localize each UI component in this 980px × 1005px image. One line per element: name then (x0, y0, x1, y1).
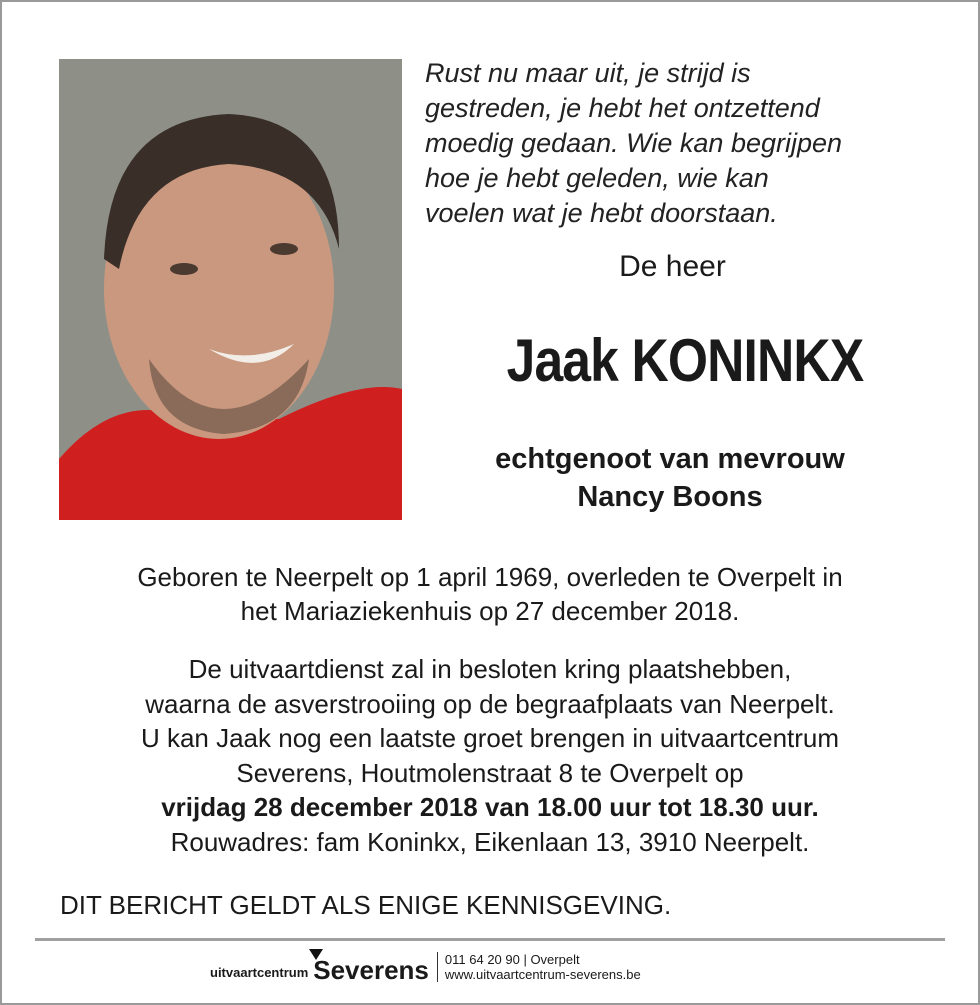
triangle-logo-icon (309, 949, 323, 960)
visitation-time: vrijdag 28 december 2018 van 18.00 uur tot 18.30 uur. (161, 792, 819, 822)
footer-brand (313, 955, 429, 986)
funeral-info (20, 652, 960, 859)
verse-line: hoe je hebt geleden, wie kan (425, 163, 769, 193)
verse (425, 56, 842, 231)
spouse-name: Nancy Boons (577, 481, 763, 513)
funeral-home-footer (210, 946, 641, 986)
text-line: waarna de asverstrooiing op de begraafplaats van Neerpelt. (145, 688, 835, 719)
mourning-address: Rouwadres: fam Koninkx, Eikenlaan 13, 3910 Neerpelt. (170, 826, 810, 857)
footer-website: www.uitvaartcentrum-severens.be (444, 967, 641, 982)
spouse-relation: echtgenoot van mevrouw (495, 443, 845, 475)
deceased-name: Jaak KONINKX (506, 327, 864, 394)
verse-line: gestreden, je hebt het ontzettend (425, 93, 820, 123)
verse-line: Rust nu maar uit, je strijd is (425, 58, 751, 88)
brand-name: Severens (313, 955, 429, 985)
verse-line: moedig gedaan. Wie kan begrijpen (425, 128, 843, 158)
text-line: U kan Jaak nog een laatste groet brengen in uitvaartcentrum (140, 723, 840, 753)
salutation: De heer (619, 250, 726, 283)
notice: DIT BERICHT GELDT ALS ENIGE KENNISGEVING. (60, 890, 672, 920)
footer-separator (437, 952, 438, 982)
footer-phone: 011 64 20 90 | Overpelt (444, 952, 580, 967)
footer-contact (445, 952, 641, 982)
text-line: Severens, Houtmolenstraat 8 te Overpelt op (236, 757, 744, 788)
divider (35, 938, 945, 941)
footer-prefix: uitvaartcentrum (210, 965, 309, 980)
text-line: het Mariaziekenhuis op 27 december 2018. (240, 596, 740, 626)
text-line: Geboren te Neerpelt op 1 april 1969, overleden te Overpelt in (137, 562, 843, 592)
verse-line: voelen wat je hebt doorstaan. (425, 198, 778, 228)
portrait-photo (59, 59, 402, 520)
text-line: De uitvaartdienst zal in besloten kring plaatshebben, (188, 654, 792, 684)
birth-death-info (20, 560, 960, 628)
spouse (420, 440, 920, 516)
